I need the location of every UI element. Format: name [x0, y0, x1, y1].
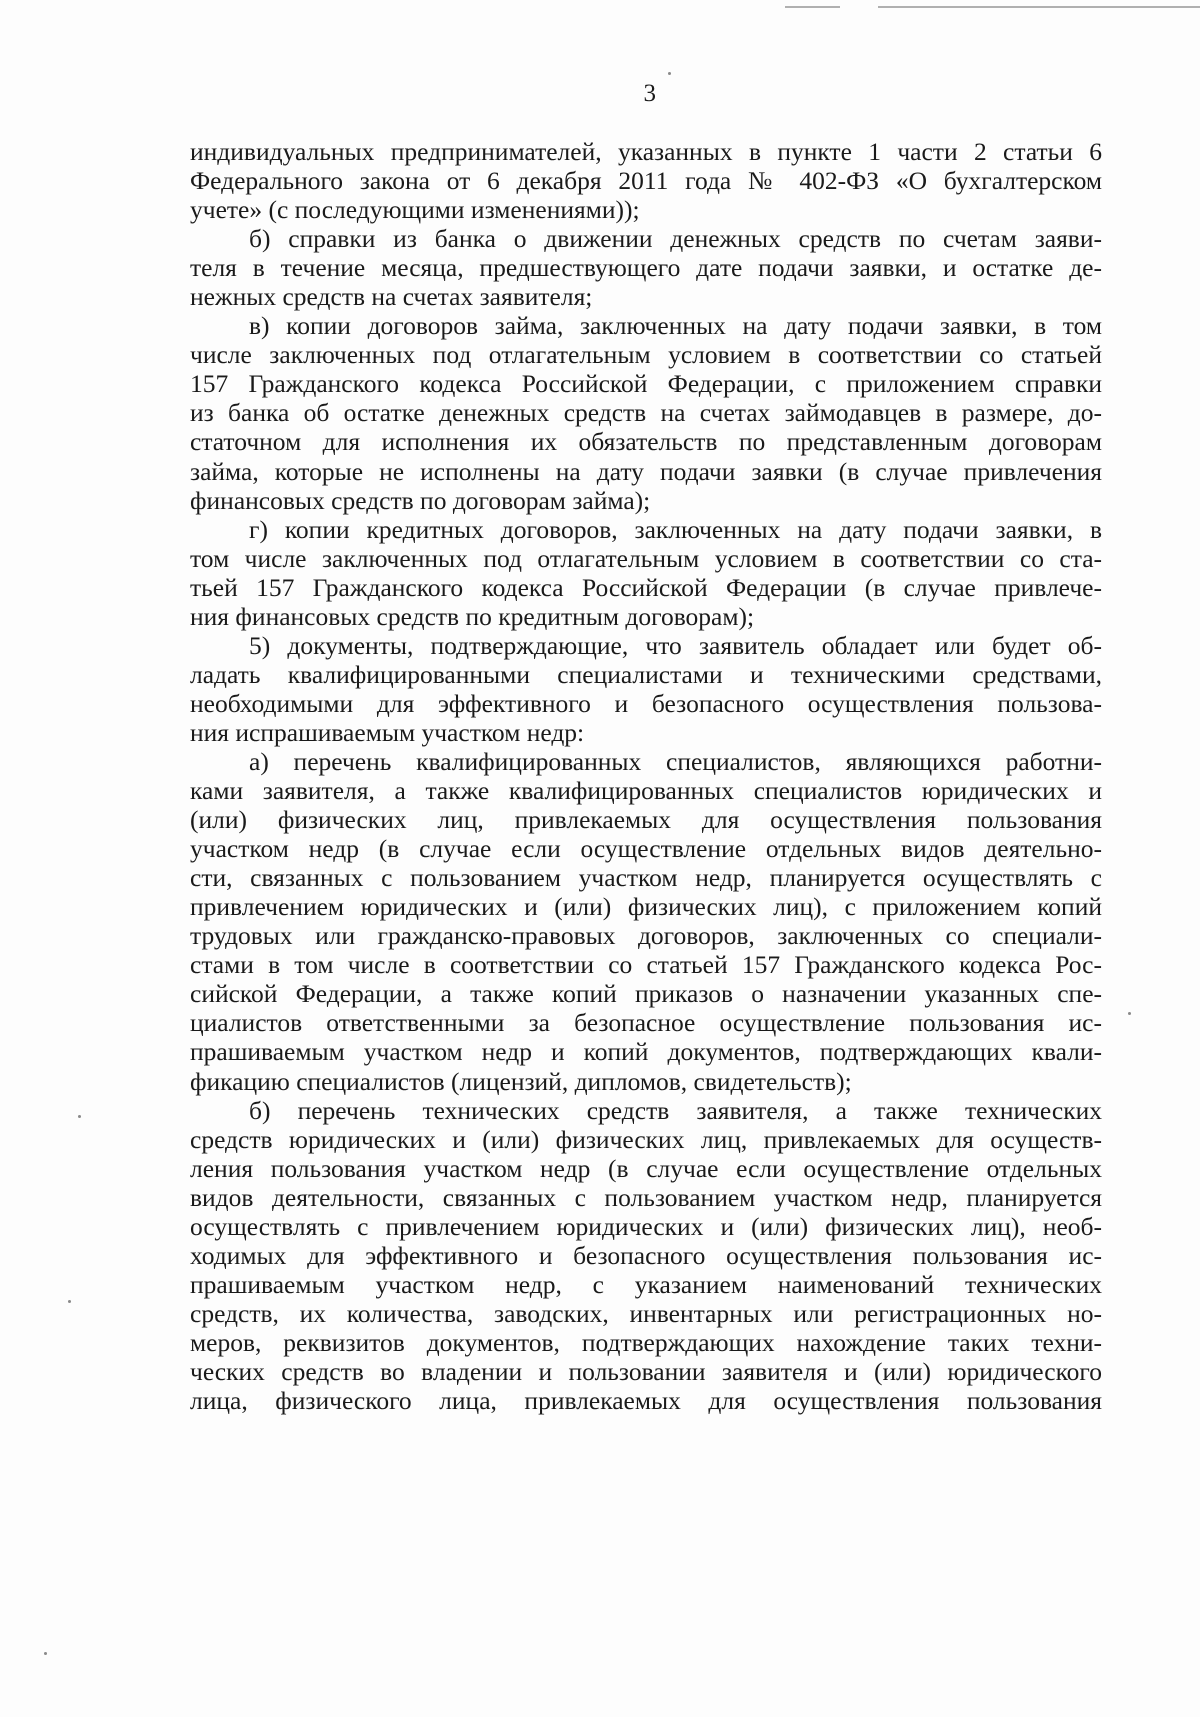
document-body [190, 137, 1102, 1415]
text-line: (или) физических лиц, привлекаемых для осуществления пользования [190, 805, 1102, 835]
text-line: средств юридических и (или) физических лиц, привлекаемых для осуществ- [190, 1124, 1102, 1154]
text-line: ходимых для эффективного и безопасного осуществления пользования ис- [190, 1240, 1102, 1270]
text-line: необходимыми для эффективного и безопасного осуществления пользова- [190, 688, 1102, 718]
text-line: лица, физического лица, привлекаемых для осуществления пользования [190, 1386, 1102, 1416]
text-line: г) копии кредитных договоров, заключенных на дату подачи заявки, в [249, 514, 1102, 544]
text-line: теля в течение месяца, предшествующего дате подачи заявки, и остатке де- [190, 253, 1102, 283]
text-line: сти, связанных с пользованием участком недр, планируется осуществлять с [190, 863, 1102, 893]
text-line: тьей 157 Гражданского кодекса Российской Федерации (в случае привлече- [190, 572, 1102, 602]
text-line: фикацию специалистов (лицензий, дипломов, свидетельств); [190, 1066, 852, 1096]
text-line: б) перечень технических средств заявителя, а также технических [249, 1095, 1102, 1125]
text-line: Федерального закона от 6 декабря 2011 года № 402-ФЗ «О бухгалтерском [190, 166, 1102, 196]
scan-speck [668, 72, 671, 75]
text-line: стами в том числе в соответствии со статьей 157 Гражданского кодекса Рос- [190, 950, 1102, 980]
text-line: из банка об остатке денежных средств на счетах займодавцев в размере, до- [190, 398, 1102, 428]
text-line: числе заключенных под отлагательным условием в соответствии со статьей [190, 340, 1102, 370]
text-line: ческих средств во владении и пользовании заявителя и (или) юридического [190, 1356, 1102, 1386]
text-line: статочном для исполнения их обязательств по представленным договорам [190, 427, 1102, 457]
text-line: осуществлять с привлечением юридических и (или) физических лиц), необ- [190, 1211, 1102, 1241]
text-line: нежных средств на счетах заявителя; [190, 282, 593, 312]
text-line: 157 Гражданского кодекса Российской Федерации, с приложением справки [190, 369, 1102, 399]
scan-speck [68, 1300, 71, 1303]
scan-artifact-line [785, 6, 840, 8]
text-line: а) перечень квалифицированных специалистов, являющихся работни- [249, 746, 1102, 776]
text-line: ния финансовых средств по кредитным договорам); [190, 601, 755, 631]
text-line: ладать квалифицированными специалистами и техническими средствами, [190, 659, 1102, 689]
text-line: средств, их количества, заводских, инвентарных или регистрационных но- [190, 1298, 1102, 1328]
text-line: циалистов ответственными за безопасное осуществление пользования ис- [190, 1008, 1102, 1038]
scan-speck [1128, 1012, 1131, 1015]
scan-artifact-line [878, 6, 1200, 8]
text-line: сийской Федерации, а также копий приказов о назначении указанных спе- [190, 979, 1102, 1009]
text-line: 5) документы, подтверждающие, что заявитель обладает или будет об- [249, 630, 1102, 660]
page-number: 3 [643, 80, 657, 107]
text-line: прашиваемым участком недр, с указанием наименований технических [190, 1269, 1102, 1299]
text-line: ками заявителя, а также квалифицированных специалистов юридических и [190, 776, 1102, 806]
text-line: учете» (с последующими изменениями)); [190, 195, 640, 225]
text-line: трудовых или гражданско-правовых договоров, заключенных со специали- [190, 921, 1102, 951]
scan-speck [44, 1652, 47, 1655]
text-line: займа, которые не исполнены на дату подачи заявки (в случае привлечения [190, 456, 1102, 486]
scan-speck [78, 1115, 81, 1118]
text-line: финансовых средств по договорам займа); [190, 485, 651, 515]
text-line: индивидуальных предпринимателей, указанных в пункте 1 части 2 статьи 6 [190, 137, 1102, 166]
text-line: привлечением юридических и (или) физических лиц), с приложением копий [190, 892, 1102, 922]
text-line: б) справки из банка о движении денежных средств по счетам заяви- [249, 224, 1102, 254]
text-line: в) копии договоров займа, заключенных на дату подачи заявки, в том [249, 311, 1102, 341]
text-line: меров, реквизитов документов, подтверждающих нахождение таких техни- [190, 1327, 1102, 1357]
text-line: ния испрашиваемым участком недр: [190, 717, 585, 747]
text-line: прашиваемым участком недр и копий документов, подтверждающих квали- [190, 1037, 1102, 1067]
text-line: участком недр (в случае если осуществление отдельных видов деятельно- [190, 834, 1102, 864]
text-line: видов деятельности, связанных с пользованием участком недр, планируется [190, 1182, 1102, 1212]
text-line: том числе заключенных под отлагательным условием в соответствии со ста- [190, 543, 1102, 573]
text-line: ления пользования участком недр (в случае если осуществление отдельных [190, 1153, 1102, 1183]
